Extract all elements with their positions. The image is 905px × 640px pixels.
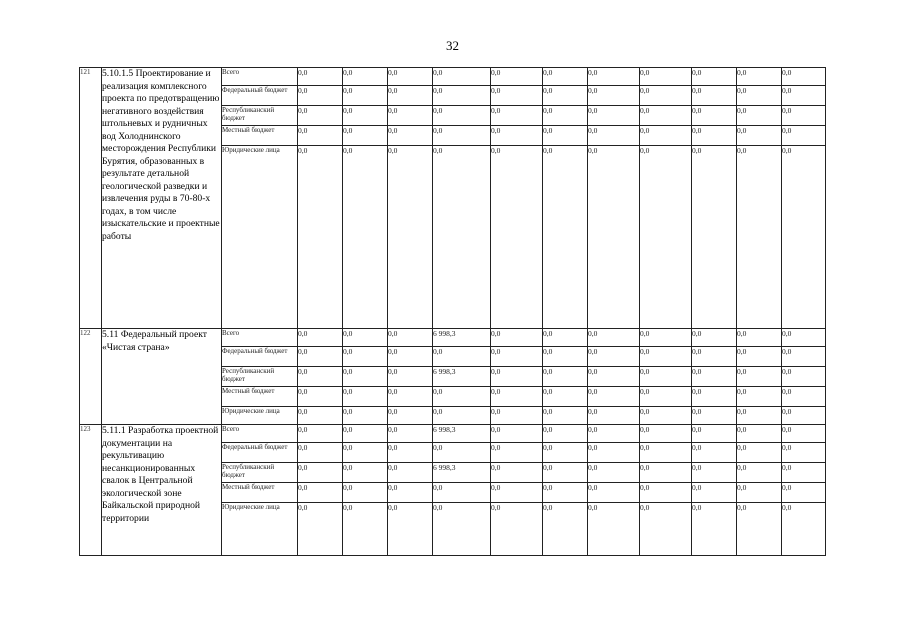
amount-cell: 0,0 xyxy=(782,503,826,556)
funding-source-label: Федеральный бюджет xyxy=(222,86,298,106)
amount-cell: 0,0 xyxy=(543,407,588,425)
amount-cell: 0,0 xyxy=(737,329,782,347)
amount-cell: 0,0 xyxy=(491,106,543,126)
amount-cell: 0,0 xyxy=(640,387,692,407)
amount-cell: 0,0 xyxy=(782,367,826,387)
amount-cell: 0,0 xyxy=(737,367,782,387)
amount-cell: 0,0 xyxy=(343,367,388,387)
amount-cell: 0,0 xyxy=(543,68,588,86)
amount-cell: 0,0 xyxy=(491,503,543,556)
amount-cell: 0,0 xyxy=(491,126,543,146)
amount-cell: 0,0 xyxy=(491,463,543,483)
amount-cell: 0,0 xyxy=(298,387,343,407)
funding-source-label: Республиканский бюджет xyxy=(222,106,298,126)
amount-cell: 0,0 xyxy=(782,106,826,126)
funding-source-label: Юридические лица xyxy=(222,503,298,556)
amount-cell: 0,0 xyxy=(343,387,388,407)
amount-cell: 0,0 xyxy=(737,443,782,463)
amount-cell: 0,0 xyxy=(388,146,433,329)
amount-cell: 0,0 xyxy=(543,463,588,483)
funding-source-label: Республиканский бюджет xyxy=(222,367,298,387)
amount-cell: 0,0 xyxy=(388,425,433,443)
amount-cell: 0,0 xyxy=(588,146,640,329)
amount-cell: 0,0 xyxy=(388,463,433,483)
amount-cell: 0,0 xyxy=(782,347,826,367)
amount-cell: 0,0 xyxy=(388,387,433,407)
amount-cell: 0,0 xyxy=(782,463,826,483)
amount-cell: 0,0 xyxy=(343,329,388,347)
amount-cell: 0,0 xyxy=(640,106,692,126)
amount-cell: 0,0 xyxy=(343,146,388,329)
amount-cell: 0,0 xyxy=(343,463,388,483)
amount-cell: 0,0 xyxy=(343,443,388,463)
amount-cell: 0,0 xyxy=(543,146,588,329)
amount-cell: 0,0 xyxy=(588,387,640,407)
amount-cell: 0,0 xyxy=(640,503,692,556)
amount-cell: 0,0 xyxy=(298,106,343,126)
amount-cell: 0,0 xyxy=(491,329,543,347)
amount-cell: 0,0 xyxy=(640,86,692,106)
activity-name: 5.11.1 Разработка проектной документации на рекультивацию несанкционированных свалок в Центральной экологической зоне Байкальской природной территории xyxy=(102,425,222,556)
amount-cell: 0,0 xyxy=(588,503,640,556)
amount-cell: 0,0 xyxy=(343,126,388,146)
amount-cell: 0,0 xyxy=(737,126,782,146)
amount-cell: 0,0 xyxy=(298,483,343,503)
amount-cell: 0,0 xyxy=(588,367,640,387)
amount-cell: 0,0 xyxy=(491,86,543,106)
table-body xyxy=(80,68,826,556)
row-number: 122 xyxy=(80,329,102,425)
amount-cell: 0,0 xyxy=(433,483,491,503)
amount-cell: 0,0 xyxy=(298,503,343,556)
amount-cell: 0,0 xyxy=(737,86,782,106)
amount-cell: 0,0 xyxy=(640,146,692,329)
amount-cell: 0,0 xyxy=(491,443,543,463)
amount-cell: 0,0 xyxy=(388,86,433,106)
table-row xyxy=(80,425,826,443)
amount-cell: 0,0 xyxy=(491,146,543,329)
amount-cell: 0,0 xyxy=(588,425,640,443)
amount-cell: 0,0 xyxy=(692,503,737,556)
amount-cell: 0,0 xyxy=(298,68,343,86)
funding-source-label: Местный бюджет xyxy=(222,483,298,503)
amount-cell: 0,0 xyxy=(640,126,692,146)
amount-cell: 0,0 xyxy=(737,407,782,425)
amount-cell: 0,0 xyxy=(782,443,826,463)
amount-cell: 0,0 xyxy=(782,146,826,329)
funding-source-label: Всего xyxy=(222,329,298,347)
amount-cell: 0,0 xyxy=(692,146,737,329)
funding-source-label: Федеральный бюджет xyxy=(222,443,298,463)
amount-cell: 0,0 xyxy=(543,367,588,387)
funding-source-label: Юридические лица xyxy=(222,407,298,425)
amount-cell: 0,0 xyxy=(692,463,737,483)
amount-cell: 0,0 xyxy=(343,86,388,106)
amount-cell: 0,0 xyxy=(588,407,640,425)
amount-cell: 0,0 xyxy=(298,126,343,146)
amount-cell: 0,0 xyxy=(692,367,737,387)
amount-cell: 0,0 xyxy=(388,329,433,347)
amount-cell: 0,0 xyxy=(433,443,491,463)
funding-source-label: Всего xyxy=(222,425,298,443)
row-number: 121 xyxy=(80,68,102,329)
amount-cell: 0,0 xyxy=(388,503,433,556)
amount-cell: 0,0 xyxy=(692,347,737,367)
amount-cell: 0,0 xyxy=(692,483,737,503)
amount-cell: 0,0 xyxy=(543,483,588,503)
amount-cell: 0,0 xyxy=(692,387,737,407)
amount-cell: 0,0 xyxy=(640,463,692,483)
amount-cell: 0,0 xyxy=(433,347,491,367)
amount-cell: 0,0 xyxy=(343,503,388,556)
amount-cell: 0,0 xyxy=(491,483,543,503)
activity-name: 5.11 Федеральный проект «Чистая страна» xyxy=(102,329,222,425)
amount-cell: 0,0 xyxy=(782,407,826,425)
amount-cell: 0,0 xyxy=(491,407,543,425)
table-row xyxy=(80,68,826,86)
amount-cell: 0,0 xyxy=(343,347,388,367)
amount-cell: 0,0 xyxy=(692,329,737,347)
amount-cell: 0,0 xyxy=(543,387,588,407)
amount-cell: 0,0 xyxy=(588,329,640,347)
amount-cell: 0,0 xyxy=(433,106,491,126)
amount-cell: 0,0 xyxy=(543,425,588,443)
amount-cell: 0,0 xyxy=(588,126,640,146)
amount-cell: 0,0 xyxy=(543,443,588,463)
amount-cell: 0,0 xyxy=(543,86,588,106)
amount-cell: 0,0 xyxy=(298,463,343,483)
amount-cell: 0,0 xyxy=(433,387,491,407)
amount-cell: 0,0 xyxy=(388,407,433,425)
amount-cell: 0,0 xyxy=(298,367,343,387)
amount-cell: 0,0 xyxy=(298,443,343,463)
amount-cell: 0,0 xyxy=(298,407,343,425)
funding-source-label: Федеральный бюджет xyxy=(222,347,298,367)
amount-cell: 0,0 xyxy=(343,407,388,425)
amount-cell: 0,0 xyxy=(491,68,543,86)
amount-cell: 0,0 xyxy=(491,387,543,407)
amount-cell: 0,0 xyxy=(588,463,640,483)
amount-cell: 0,0 xyxy=(782,86,826,106)
amount-cell: 0,0 xyxy=(388,68,433,86)
amount-cell: 0,0 xyxy=(298,146,343,329)
amount-cell: 0,0 xyxy=(388,483,433,503)
amount-cell: 0,0 xyxy=(692,126,737,146)
amount-cell: 0,0 xyxy=(543,347,588,367)
activity-name: 5.10.1.5 Проектирование и реализация комплексного проекта по предотвращению негативного воздействия штольневых и рудничных вод Холоднинского месторождения Республики Бурятия, образованных в результате детальной геологической разведки и извлечения руды в 70-80-х годах, в том числе изыскательские и проектные работы xyxy=(102,68,222,329)
amount-cell: 0,0 xyxy=(692,68,737,86)
amount-cell: 0,0 xyxy=(692,86,737,106)
amount-cell: 0,0 xyxy=(388,126,433,146)
amount-cell: 0,0 xyxy=(298,329,343,347)
amount-cell: 0,0 xyxy=(433,146,491,329)
amount-cell: 0,0 xyxy=(588,483,640,503)
amount-cell: 0,0 xyxy=(388,443,433,463)
amount-cell: 0,0 xyxy=(298,86,343,106)
amount-cell: 0,0 xyxy=(640,347,692,367)
amount-cell: 0,0 xyxy=(343,425,388,443)
amount-cell: 0,0 xyxy=(737,463,782,483)
amount-cell: 0,0 xyxy=(737,347,782,367)
amount-cell: 0,0 xyxy=(433,126,491,146)
amount-cell: 0,0 xyxy=(640,483,692,503)
amount-cell: 0,0 xyxy=(782,126,826,146)
amount-cell: 0,0 xyxy=(388,106,433,126)
amount-cell: 0,0 xyxy=(737,146,782,329)
amount-cell: 0,0 xyxy=(692,106,737,126)
amount-cell: 0,0 xyxy=(737,483,782,503)
amount-cell: 0,0 xyxy=(298,425,343,443)
amount-cell: 0,0 xyxy=(737,106,782,126)
amount-cell: 0,0 xyxy=(543,106,588,126)
amount-cell: 0,0 xyxy=(588,68,640,86)
amount-cell: 0,0 xyxy=(692,443,737,463)
funding-source-label: Местный бюджет xyxy=(222,387,298,407)
funding-source-label: Местный бюджет xyxy=(222,126,298,146)
amount-cell: 0,0 xyxy=(588,86,640,106)
amount-cell: 0,0 xyxy=(782,425,826,443)
amount-cell: 0,0 xyxy=(388,367,433,387)
amount-cell: 0,0 xyxy=(737,387,782,407)
amount-cell: 0,0 xyxy=(737,68,782,86)
amount-cell: 6 998,3 xyxy=(433,329,491,347)
page-number: 32 xyxy=(446,38,459,53)
funding-source-label: Всего xyxy=(222,68,298,86)
amount-cell: 0,0 xyxy=(640,407,692,425)
amount-cell: 0,0 xyxy=(298,347,343,367)
amount-cell: 0,0 xyxy=(782,387,826,407)
amount-cell: 6 998,3 xyxy=(433,367,491,387)
amount-cell: 0,0 xyxy=(433,407,491,425)
amount-cell: 0,0 xyxy=(640,329,692,347)
amount-cell: 0,0 xyxy=(343,68,388,86)
amount-cell: 0,0 xyxy=(640,68,692,86)
amount-cell: 0,0 xyxy=(782,68,826,86)
budget-table xyxy=(79,67,826,556)
amount-cell: 0,0 xyxy=(640,367,692,387)
amount-cell: 0,0 xyxy=(692,425,737,443)
table-row xyxy=(80,329,826,347)
amount-cell: 0,0 xyxy=(433,86,491,106)
amount-cell: 0,0 xyxy=(433,503,491,556)
amount-cell: 0,0 xyxy=(737,503,782,556)
amount-cell: 0,0 xyxy=(343,106,388,126)
amount-cell: 0,0 xyxy=(640,425,692,443)
amount-cell: 0,0 xyxy=(543,126,588,146)
amount-cell: 0,0 xyxy=(588,443,640,463)
amount-cell: 0,0 xyxy=(588,347,640,367)
amount-cell: 0,0 xyxy=(543,329,588,347)
amount-cell: 0,0 xyxy=(343,483,388,503)
amount-cell: 0,0 xyxy=(737,425,782,443)
amount-cell: 6 998,3 xyxy=(433,425,491,443)
amount-cell: 0,0 xyxy=(692,407,737,425)
amount-cell: 0,0 xyxy=(491,425,543,443)
amount-cell: 0,0 xyxy=(433,68,491,86)
amount-cell: 0,0 xyxy=(491,347,543,367)
amount-cell: 0,0 xyxy=(782,329,826,347)
funding-source-label: Юридические лица xyxy=(222,146,298,329)
amount-cell: 0,0 xyxy=(388,347,433,367)
amount-cell: 0,0 xyxy=(491,367,543,387)
amount-cell: 0,0 xyxy=(640,443,692,463)
amount-cell: 0,0 xyxy=(543,503,588,556)
row-number: 123 xyxy=(80,425,102,556)
amount-cell: 0,0 xyxy=(782,483,826,503)
amount-cell: 0,0 xyxy=(588,106,640,126)
funding-source-label: Республиканский бюджет xyxy=(222,463,298,483)
amount-cell: 6 998,3 xyxy=(433,463,491,483)
